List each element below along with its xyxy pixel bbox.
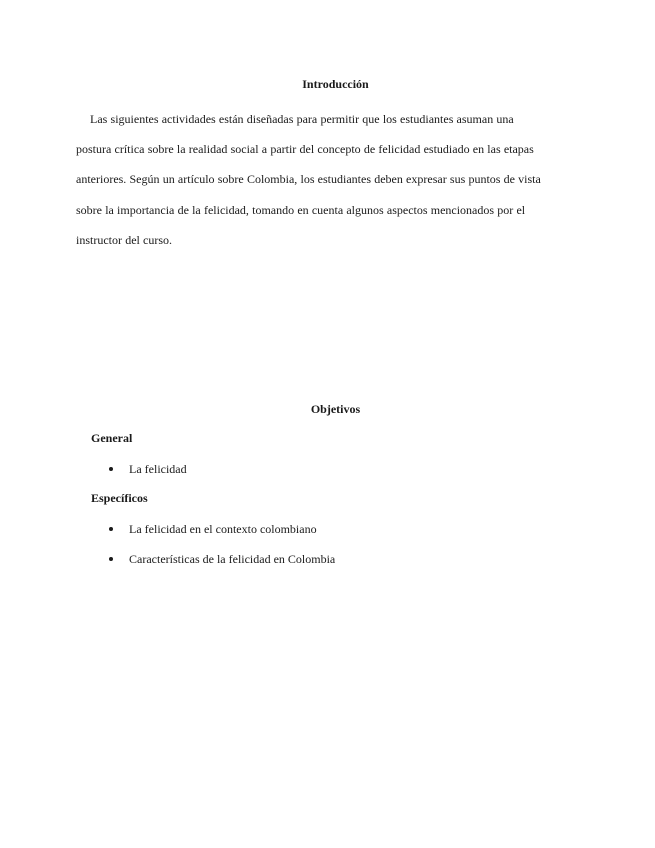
list-item-text: Características de la felicidad en Colombia [129, 552, 336, 566]
paragraph-line: postura crítica sobre la realidad social a partir del concepto de felicidad estudiado en las etapas [76, 142, 534, 157]
general-objectives-list [107, 462, 187, 492]
paragraph-line: sobre la importancia de la felicidad, tomando en cuenta algunos aspectos mencionados por el [76, 202, 526, 217]
list-item-text: La felicidad [129, 462, 187, 476]
especificos-subheading: Específicos [91, 491, 148, 505]
paragraph-line: instructor del curso. [76, 232, 173, 247]
list-item-text: La felicidad en el contexto colombiano [129, 522, 317, 536]
bullet-icon [109, 557, 113, 561]
paragraph-line: anteriores. Según un artículo sobre Colombia, los estudiantes deben expresar sus puntos de vista [76, 172, 541, 187]
paragraph-line: Las siguientes actividades están diseñadas para permitir que los estudiantes asuman una [90, 112, 514, 126]
bullet-icon [109, 527, 113, 531]
introduction-paragraph [76, 104, 576, 255]
list-item [107, 462, 187, 492]
objectives-heading: Objetivos [310, 402, 361, 416]
specific-objectives-list [107, 522, 335, 582]
general-subheading: General [91, 431, 133, 445]
bullet-icon [109, 467, 113, 471]
list-item [107, 552, 335, 582]
list-item [107, 522, 335, 552]
introduction-heading: Introducción [302, 77, 369, 91]
